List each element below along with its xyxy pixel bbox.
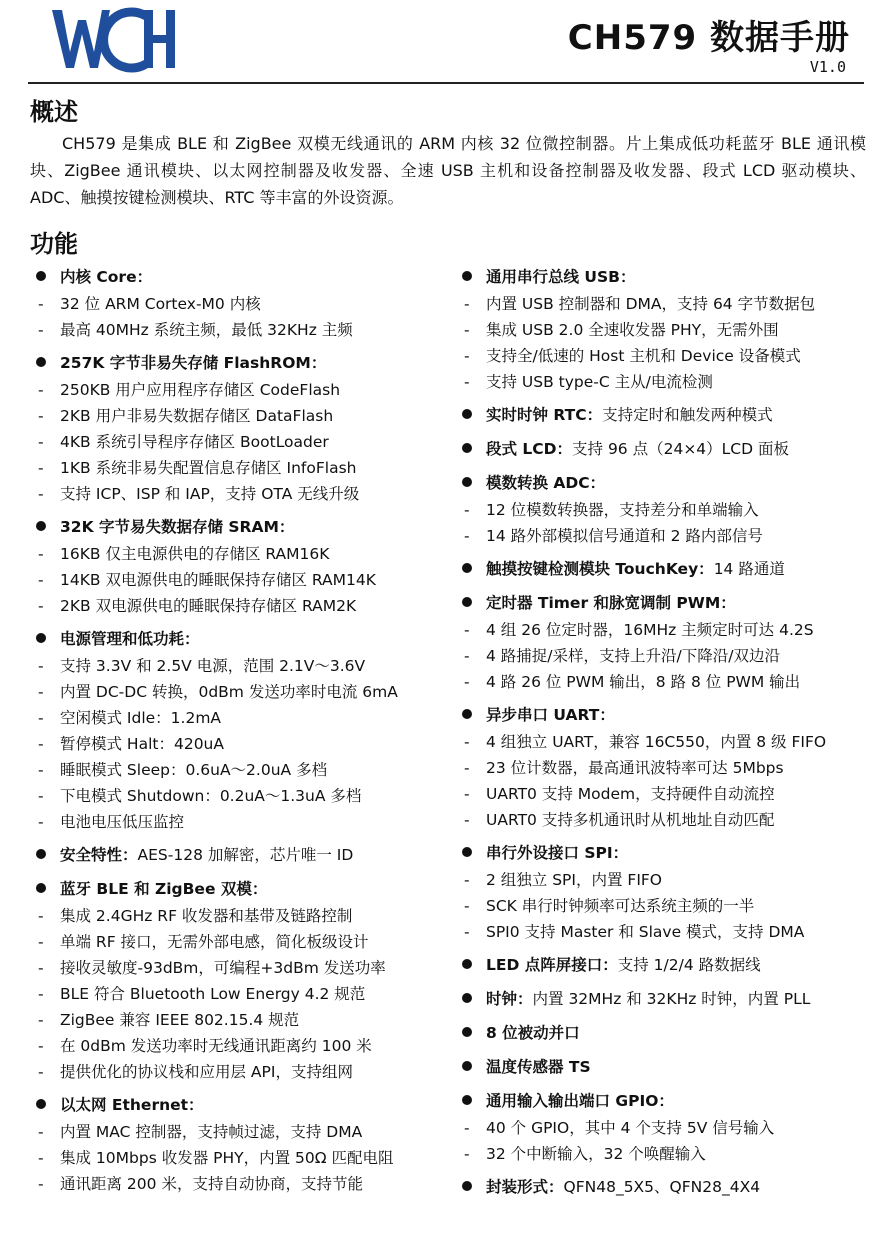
feature-list-item: [36, 1059, 456, 1085]
feature-list-item-text: UART0 支持 Modem，支持硬件自动流控: [486, 785, 775, 803]
feature-title: 通用串行总线 USB：: [486, 268, 636, 286]
feature-list-item: [36, 593, 456, 619]
dash-marker: -: [464, 501, 470, 519]
feature-list-item-text: 通讯距离 200 米，支持自动协商，支持节能: [60, 1175, 363, 1193]
feature-title: 定时器 Timer 和脉宽调制 PWM：: [486, 594, 736, 612]
features-heading: 功能: [30, 230, 78, 258]
header-divider: [28, 82, 864, 84]
feature-list-item-text: 内置 DC-DC 转换，0dBm 发送功率时电流 6mA: [60, 683, 398, 701]
bullet-icon: [36, 883, 46, 893]
feature-list-item: [462, 343, 870, 369]
feature-list-item-text: 4 路捕捉/采样，支持上升沿/下降沿/双边沿: [486, 647, 780, 665]
bullet-icon: [462, 443, 472, 453]
feature-title: 封装形式：: [486, 1178, 564, 1196]
dash-marker: -: [38, 959, 44, 977]
feature-heading: [36, 1092, 456, 1119]
feature-list-item-text: 32 个中断输入，32 个唤醒输入: [486, 1145, 706, 1163]
dash-marker: -: [38, 657, 44, 675]
feature-block: [462, 470, 870, 549]
dash-marker: -: [38, 1011, 44, 1029]
feature-list-item-text: 2KB 用户非易失数据存储区 DataFlash: [60, 407, 334, 425]
feature-list-item: [462, 867, 870, 893]
feature-list-item: [36, 1119, 456, 1145]
feature-heading: [36, 514, 456, 541]
feature-list-item-text: ZigBee 兼容 IEEE 802.15.4 规范: [60, 1011, 300, 1029]
feature-list-item: [36, 903, 456, 929]
feature-heading: [36, 350, 456, 377]
feature-heading: [462, 702, 870, 729]
feature-heading: [462, 470, 870, 497]
feature-list-item: [462, 317, 870, 343]
feature-block: [462, 986, 870, 1013]
feature-list-item: [36, 955, 456, 981]
feature-heading: [36, 264, 456, 291]
feature-block: [36, 350, 456, 507]
feature-title: 257K 字节非易失存储 FlashROM：: [60, 354, 327, 372]
feature-list-item: [462, 807, 870, 833]
feature-list-item: [36, 481, 456, 507]
feature-list-item-text: 最高 40MHz 系统主频，最低 32KHz 主频: [60, 321, 353, 339]
bullet-icon: [462, 597, 472, 607]
feature-list-item: [462, 893, 870, 919]
dash-marker: -: [464, 733, 470, 751]
feature-list-item-text: 250KB 用户应用程序存储区 CodeFlash: [60, 381, 341, 399]
feature-block: [462, 590, 870, 695]
dash-marker: -: [464, 759, 470, 777]
feature-list-item-text: BLE 符合 Bluetooth Low Energy 4.2 规范: [60, 985, 366, 1003]
feature-block: [462, 952, 870, 979]
feature-list-item: [36, 981, 456, 1007]
feature-list-item: [36, 757, 456, 783]
feature-block: [462, 436, 870, 463]
feature-list-item: [36, 1145, 456, 1171]
feature-list-item: [462, 617, 870, 643]
feature-list-item-text: 4KB 系统引导程序存储区 BootLoader: [60, 433, 329, 451]
feature-list-item-text: 内置 MAC 控制器，支持帧过滤，支持 DMA: [60, 1123, 363, 1141]
dash-marker: -: [38, 813, 44, 831]
feature-list-item-text: 32 位 ARM Cortex-M0 内核: [60, 295, 261, 313]
bullet-icon: [462, 993, 472, 1003]
bullet-icon: [36, 633, 46, 643]
feature-title: 安全特性：: [60, 846, 138, 864]
document-title: CH579 数据手册: [567, 18, 850, 58]
feature-list-item: [462, 291, 870, 317]
feature-list-item-text: 12 位模数转换器，支持差分和单端输入: [486, 501, 759, 519]
feature-heading: [462, 1054, 870, 1081]
feature-list-item-text: 4 组 26 位定时器，16MHz 主频定时可达 4.2S: [486, 621, 814, 639]
feature-block: [462, 840, 870, 945]
feature-list-item: [462, 523, 870, 549]
bullet-icon: [36, 357, 46, 367]
feature-block: [36, 876, 456, 1085]
feature-list-item-text: 提供优化的协议栈和应用层 API，支持组网: [60, 1063, 353, 1081]
feature-list-item-text: 内置 USB 控制器和 DMA，支持 64 字节数据包: [486, 295, 816, 313]
feature-list-item-text: SPI0 支持 Master 和 Slave 模式，支持 DMA: [486, 923, 805, 941]
feature-list-item: [36, 455, 456, 481]
dash-marker: -: [38, 485, 44, 503]
feature-heading: [462, 264, 870, 291]
dash-marker: -: [464, 785, 470, 803]
dash-marker: -: [38, 709, 44, 727]
feature-title: 异步串口 UART：: [486, 706, 615, 724]
features-left-column: [36, 264, 456, 1204]
feature-list-item-text: 暂停模式 Halt：420uA: [60, 735, 224, 753]
dash-marker: -: [464, 621, 470, 639]
feature-heading: [36, 842, 456, 869]
dash-marker: -: [464, 1119, 470, 1137]
dash-marker: -: [38, 985, 44, 1003]
feature-block: [462, 702, 870, 833]
feature-list-item: [462, 755, 870, 781]
feature-list-item-text: SCK 串行时钟频率可达系统主频的一半: [486, 897, 755, 915]
feature-title: 温度传感器 TS: [486, 1058, 591, 1076]
dash-marker: -: [38, 1123, 44, 1141]
feature-title: 模数转换 ADC：: [486, 474, 606, 492]
feature-description: 支持 1/2/4 路数据线: [617, 956, 761, 974]
overview-heading: 概述: [30, 98, 78, 126]
dash-marker: -: [38, 761, 44, 779]
feature-list-item-text: 睡眠模式 Sleep：0.6uA～2.0uA 多档: [60, 761, 328, 779]
feature-list-item: [462, 643, 870, 669]
bullet-icon: [462, 1061, 472, 1071]
feature-list-item: [462, 369, 870, 395]
feature-block: [36, 264, 456, 343]
dash-marker: -: [38, 1149, 44, 1167]
feature-list-item-text: 支持 USB type-C 主从/电流检测: [486, 373, 713, 391]
feature-heading: [462, 1020, 870, 1047]
feature-block: [36, 1092, 456, 1197]
dash-marker: -: [38, 683, 44, 701]
dash-marker: -: [38, 907, 44, 925]
dash-marker: -: [38, 433, 44, 451]
feature-list-item: [36, 705, 456, 731]
feature-heading: [462, 840, 870, 867]
dash-marker: -: [38, 321, 44, 339]
feature-block: [462, 556, 870, 583]
feature-list-item-text: 1KB 系统非易失配置信息存储区 InfoFlash: [60, 459, 357, 477]
feature-block: [462, 1088, 870, 1167]
document-version: V1.0: [809, 58, 846, 76]
feature-list-item: [36, 929, 456, 955]
feature-heading: [36, 626, 456, 653]
feature-title: 时钟：: [486, 990, 533, 1008]
feature-description: QFN48_5X5、QFN28_4X4: [563, 1178, 761, 1196]
feature-list-item-text: 16KB 仅主电源供电的存储区 RAM16K: [60, 545, 330, 563]
feature-list-item: [462, 1141, 870, 1167]
feature-list-item-text: 接收灵敏度-93dBm，可编程+3dBm 发送功率: [60, 959, 386, 977]
feature-list-item-text: 在 0dBm 发送功率时无线通讯距离约 100 米: [60, 1037, 372, 1055]
feature-title: 蓝牙 BLE 和 ZigBee 双模：: [60, 880, 268, 898]
bullet-icon: [462, 409, 472, 419]
feature-list-item-text: 电池电压低压监控: [60, 813, 185, 831]
dash-marker: -: [38, 459, 44, 477]
feature-heading: [462, 556, 870, 583]
feature-block: [462, 1020, 870, 1047]
dash-marker: -: [464, 347, 470, 365]
feature-list-item: [462, 669, 870, 695]
feature-list-item: [462, 919, 870, 945]
dash-marker: -: [464, 1145, 470, 1163]
feature-list-item-text: UART0 支持多机通讯时从机地址自动匹配: [486, 811, 775, 829]
feature-list-item: [462, 729, 870, 755]
feature-description: 支持 96 点（24×4）LCD 面板: [572, 440, 789, 458]
feature-list-item-text: 空闲模式 Idle：1.2mA: [60, 709, 222, 727]
feature-block: [462, 1054, 870, 1081]
feature-list-item-text: 2KB 双电源供电的睡眠保持存储区 RAM2K: [60, 597, 357, 615]
feature-heading: [462, 1174, 870, 1201]
feature-title: 电源管理和低功耗：: [60, 630, 200, 648]
feature-heading: [462, 1088, 870, 1115]
feature-title: 串行外设接口 SPI：: [486, 844, 629, 862]
feature-description: 内置 32MHz 和 32KHz 时钟，内置 PLL: [532, 990, 811, 1008]
bullet-icon: [462, 1027, 472, 1037]
feature-title: 8 位被动并口: [486, 1024, 580, 1042]
dash-marker: -: [38, 597, 44, 615]
dash-marker: -: [38, 545, 44, 563]
feature-list-item: [36, 429, 456, 455]
bullet-icon: [36, 271, 46, 281]
bullet-icon: [462, 959, 472, 969]
feature-title: 32K 字节易失数据存储 SRAM：: [60, 518, 295, 536]
dash-marker: -: [38, 407, 44, 425]
feature-block: [36, 626, 456, 835]
bullet-icon: [36, 849, 46, 859]
feature-list-item-text: 支持 3.3V 和 2.5V 电源，范围 2.1V～3.6V: [60, 657, 366, 675]
dash-marker: -: [38, 735, 44, 753]
feature-list-item-text: 4 组独立 UART，兼容 16C550，内置 8 级 FIFO: [486, 733, 827, 751]
feature-heading: [462, 402, 870, 429]
feature-title: 触摸按键检测模块 TouchKey：: [486, 560, 714, 578]
feature-list-item: [36, 1007, 456, 1033]
dash-marker: -: [38, 295, 44, 313]
feature-list-item: [462, 497, 870, 523]
feature-list-item: [36, 1171, 456, 1197]
feature-list-item-text: 支持全/低速的 Host 主机和 Device 设备模式: [486, 347, 801, 365]
bullet-icon: [36, 1099, 46, 1109]
feature-title: 以太网 Ethernet：: [60, 1096, 204, 1114]
feature-list-item-text: 集成 2.4GHz RF 收发器和基带及链路控制: [60, 907, 353, 925]
feature-block: [36, 842, 456, 869]
features-right-column: [462, 264, 870, 1208]
dash-marker: -: [464, 673, 470, 691]
dash-marker: -: [464, 897, 470, 915]
dash-marker: -: [38, 1175, 44, 1193]
feature-heading: [462, 590, 870, 617]
feature-list-item-text: 40 个 GPIO，其中 4 个支持 5V 信号输入: [486, 1119, 775, 1137]
dash-marker: -: [38, 571, 44, 589]
feature-list-item: [36, 541, 456, 567]
feature-list-item: [36, 291, 456, 317]
dash-marker: -: [464, 527, 470, 545]
bullet-icon: [36, 521, 46, 531]
dash-marker: -: [38, 1063, 44, 1081]
feature-list-item: [36, 377, 456, 403]
feature-list-item: [36, 403, 456, 429]
feature-list-item-text: 集成 10Mbps 收发器 PHY，内置 50Ω 匹配电阻: [60, 1149, 394, 1167]
feature-list-item-text: 支持 ICP、ISP 和 IAP，支持 OTA 无线升级: [60, 485, 360, 503]
feature-description: 支持定时和触发两种模式: [602, 406, 773, 424]
dash-marker: -: [464, 373, 470, 391]
feature-title: 段式 LCD：: [486, 440, 573, 458]
dash-marker: -: [38, 787, 44, 805]
dash-marker: -: [464, 811, 470, 829]
feature-list-item: [36, 783, 456, 809]
feature-heading: [462, 436, 870, 463]
feature-block: [462, 264, 870, 395]
dash-marker: -: [464, 923, 470, 941]
feature-list-item-text: 集成 USB 2.0 全速收发器 PHY，无需外围: [486, 321, 779, 339]
feature-list-item-text: 2 组独立 SPI，内置 FIFO: [486, 871, 663, 889]
feature-block: [36, 514, 456, 619]
feature-block: [462, 402, 870, 429]
bullet-icon: [462, 1181, 472, 1191]
feature-list-item: [462, 781, 870, 807]
feature-list-item: [36, 1033, 456, 1059]
feature-list-item-text: 下电模式 Shutdown：0.2uA～1.3uA 多档: [60, 787, 362, 805]
dash-marker: -: [464, 321, 470, 339]
feature-title: 通用输入输出端口 GPIO：: [486, 1092, 674, 1110]
bullet-icon: [462, 709, 472, 719]
feature-description: AES-128 加解密，芯片唯一 ID: [137, 846, 354, 864]
bullet-icon: [462, 847, 472, 857]
feature-description: 14 路通道: [713, 560, 785, 578]
bullet-icon: [462, 477, 472, 487]
feature-list-item: [36, 809, 456, 835]
feature-heading: [462, 952, 870, 979]
dash-marker: -: [38, 1037, 44, 1055]
wch-logo: [48, 6, 178, 74]
dash-marker: -: [464, 647, 470, 665]
bullet-icon: [462, 1095, 472, 1105]
feature-list-item-text: 23 位计数器，最高通讯波特率可达 5Mbps: [486, 759, 784, 777]
dash-marker: -: [464, 295, 470, 313]
feature-title: 实时时钟 RTC：: [486, 406, 603, 424]
feature-list-item-text: 单端 RF 接口，无需外部电感，简化板级设计: [60, 933, 369, 951]
feature-list-item: [36, 679, 456, 705]
feature-block: [462, 1174, 870, 1201]
feature-list-item: [36, 653, 456, 679]
bullet-icon: [462, 271, 472, 281]
feature-list-item-text: 14KB 双电源供电的睡眠保持存储区 RAM14K: [60, 571, 376, 589]
feature-list-item: [462, 1115, 870, 1141]
dash-marker: -: [38, 933, 44, 951]
feature-list-item: [36, 731, 456, 757]
feature-title: 内核 Core：: [60, 268, 153, 286]
feature-list-item-text: 14 路外部模拟信号通道和 2 路内部信号: [486, 527, 763, 545]
bullet-icon: [462, 563, 472, 573]
feature-list-item-text: 4 路 26 位 PWM 输出，8 路 8 位 PWM 输出: [486, 673, 801, 691]
feature-title: LED 点阵屏接口：: [486, 956, 618, 974]
feature-list-item: [36, 567, 456, 593]
dash-marker: -: [38, 381, 44, 399]
dash-marker: -: [464, 871, 470, 889]
feature-heading: [36, 876, 456, 903]
feature-heading: [462, 986, 870, 1013]
feature-list-item: [36, 317, 456, 343]
overview-paragraph: CH579 是集成 BLE 和 ZigBee 双模无线通讯的 ARM 内核 32 位微控制器。片上集成低功耗蓝牙 BLE 通讯模块、ZigBee 通讯模块、以太网控制器及收发器、全速 USB 主机和设备控制器及收发器、段式 LCD 驱动模块、ADC、触摸按键检测模块、RTC 等丰富的外设资源。: [30, 134, 866, 207]
